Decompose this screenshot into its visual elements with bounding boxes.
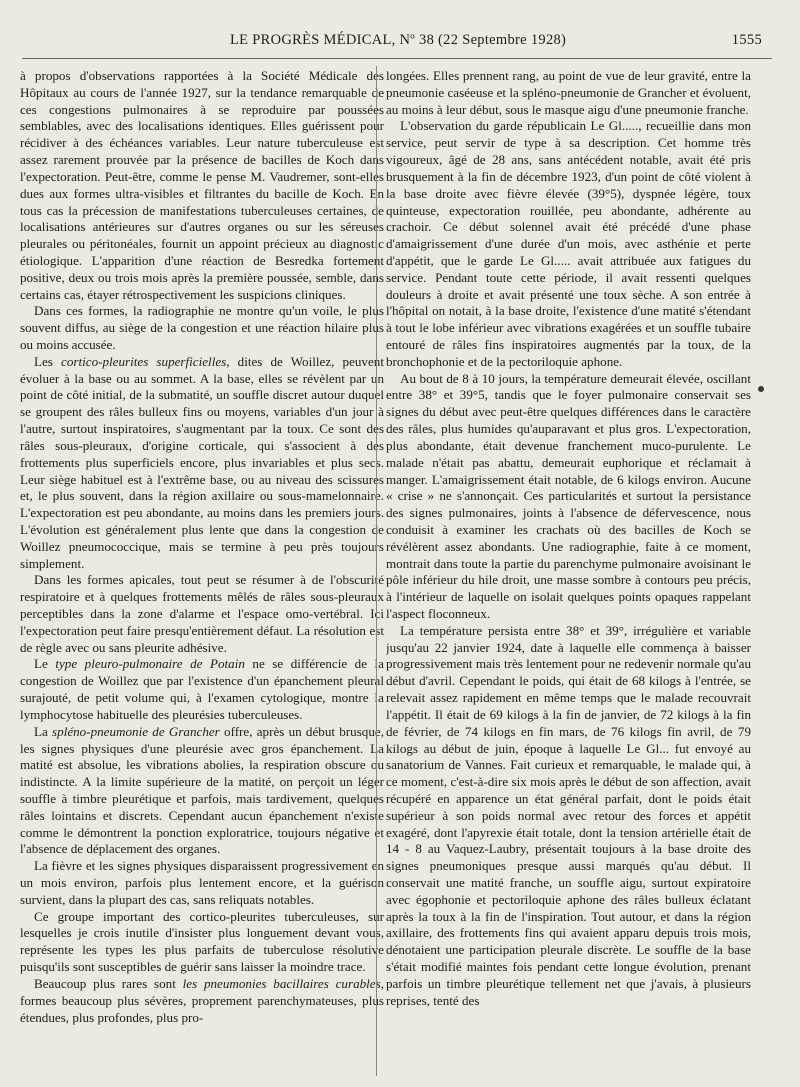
paragraph: longées. Elles prennent rang, au point de vue de leur gravité, entre la pneumonie caséeuse et la spléno-pneumonie de Grancher et évoluent, au moins à leur début, sous le masque aigu d'une pneumonie franche. <box>386 68 751 117</box>
margin-ink-dot <box>758 386 764 392</box>
paragraph: La spléno-pneumonie de Grancher offre, après un début brusque, les signes physiques d'une pleurésie avec gros épanchement. La matité est absolue, les vibrations abolies, la respiration obscure ou indistincte. A la limite supérieure de la matité, on perçoit un léger souffle à timbre pleurétique et parfois, mais tardivement, quelques râles lointains et discrets. Cependant aucun épanchement n'existe comme le démontrent la ponction exploratrice, toujours négative et l'absence de déplacement des organes. <box>20 723 384 857</box>
paragraph: Dans ces formes, la radiographie ne montre qu'un voile, le plus souvent diffus, au siège de la congestion et une réaction hilaire plus ou moins accusée. <box>20 303 384 352</box>
left-column <box>20 68 384 1078</box>
paragraph: Beaucoup plus rares sont les pneumonies bacillaires curables, formes beaucoup plus sévères, proprement parenchymateuses, plus étendues, plus profondes, plus pro- <box>20 975 384 1025</box>
paragraph: Les cortico-pleurites superficielles, dites de Woillez, peuvent évoluer à la base ou au sommet. A la base, elles se révèlent par un point de côté initial, de la submatité, un souffle discret autour duquel se groupent des râles bulleux fins ou moyens, variables d'un jour à l'autre, surtout inspiratoires, s'augmentant par la toux. Ce sont des râles sous-pleuraux, d'origine corticale, qui s'associent à des frottements plus superficiels encore, plus invariables et plus secs. Leur siège habituel est à l'extrême base, ou au niveau des scissures et, le plus souvent, dans la région axillaire ou sous-mamelonnaire. L'expectoration est peu abondante, au moins dans les premiers jours. L'évolution est généralement plus lente que dans la congestion de Woillez pneumococcique, mais se termine à peu près toujours simplement. <box>20 353 384 571</box>
paragraph: à propos d'observations rapportées à la Société Médicale des Hôpitaux au cours de l'année 1927, sur la tendance remarquable de ces congestions pulmonaires à se reproduire par poussées semblables, avec des localisations identiques. Elles guérissent pour récidiver à des échéances variables. Leur nature tuberculeuse est assez rarement prouvée par la présence de bacilles de Koch dans l'expectoration. Peut-être, comme le pense M. Vaudremer, sont-elles dues aux formes ultra-visibles et filtrantes du bacille de Koch. En tous cas la précession de manifestations tuberculeuses certaines, de localisations antérieures sur d'autres organes ou sur les séreuses pleurales ou péritonéales, fournit un appoint précieux au diagnostic étiologique. L'apparition d'une réaction de Besredka fortement positive, deux ou trois mois après la première poussée, semble, dans certains cas, étayer rétrospectivement les suspicions cliniques. <box>20 68 384 302</box>
paragraph: Dans les formes apicales, tout peut se résumer à de l'obscurité respiratoire et à quelques frottements mêlés de râles sous-pleuraux perceptibles dans la zone d'alarme et l'espace omo-vertébral. Ici l'expectoration peut faire presqu'entièrement défaut. La résolution est de règle avec ou sans pleurite adhésive. <box>20 572 384 655</box>
italic-term: spléno-pneumonie de Grancher <box>52 723 220 739</box>
column-divider <box>376 66 377 1076</box>
paragraph: La température persista entre 38° et 39°, irrégulière et variable jusqu'au 22 janvier 1924, date à laquelle elle commença à baisser progressivement mais très lentement pour ne redevenir normale qu'au début d'avril. Cependant le poids, qui était de 68 kilogs à l'entrée, se relevait assez rapidement en même temps que le malade recouvrait l'appétit. Il était de 69 kilogs à la fin de janvier, de 72 kilogs à la fin de février, de 74 kilogs en fin mars, de 76 kilogs fin avril, de 79 kilogs au début de juin, époque à laquelle Le Gl... fut envoyé au sanatorium de Vannes. Fait curieux et remarquable, le malade qui, à ce moment, c'est-à-dire six mois après le début de son affection, avait récupéré en apparence un état général parfait, dont le poids était supérieur à son poids normal avec retour des forces et appétit exagéré, dont l'apyrexie était totale, dont la tension artérielle était de 14 - 8 au Vaquez-Laubry, présentait toujours à la base droite des signes pneumoniques presque aussi marqués qu'au début. Il conservait une matité franche, un souffle aigu, surtout expiratoire avec égophonie et pectoriloquie aphone des râles bulleux éclatant après la toux à la fin de l'inspiration. Tout autour, et dans la région axillaire, des frottements fins qui avaient apparu depuis trois mois, dénotaient une participation pleurale discrète. Le souffle de la base s'était modifié maintes fois pendant cette longue évolution, prenant parfois un timbre pleurétique tellement net que j'avais, à plusieurs reprises, tenté des <box>386 622 751 1008</box>
right-column <box>386 68 751 1078</box>
paragraph: Ce groupe important des cortico-pleurites tuberculeuses, sur lesquelles je crois inutile d'insister plus longuement devant vous, représente les types les plus parfaits de tuberculose résolutive puisqu'ils sont susceptibles de guérir sans laisser la moindre trace. <box>20 908 384 975</box>
page-number: 1555 <box>731 32 762 48</box>
paragraph: Le type pleuro-pulmonaire de Potain ne se différencie de la congestion de Woillez que par l'existence d'un épanchement pleural surajouté, de petit volume qui, à l'examen cytologique, montre la lymphocytose habituelle des pleurésies tuberculeuses. <box>20 656 384 722</box>
italic-term: type pleuro-pulmonaire de Potain <box>55 656 245 672</box>
paragraph: L'observation du garde républicain Le Gl....., recueillie dans mon service, peut servir de type à sa description. Cet homme très vigoureux, âgé de 28 ans, sans antécédent notable, avait été pris brusquement à la fin de décembre 1923, d'un point de côté violent à la base droite avec fièvre élevée (39°5), dyspnée légère, toux quinteuse, expectoration rouillée, peu abondante, adhérente au crachoir. Ce début solennel avait été précédé d'une phase d'amaigrissement d'une durée d'un mois, avec asthénie et perte d'appétit, que le garde Le Gl..... avait attribuée aux fatigues du service. Pendant toute cette période, il avait ressenti quelques douleurs à droite et avait présenté une toux sèche. A son entrée à l'hôpital on notait, à la base droite, l'existence d'une matité s'étendant à tout le lobe inférieur avec vibrations exagérées et un souffle tubaire entouré de râles fins inspiratoires augmentés par la toux, de la bronchophonie et de la pectoriloquie aphone. <box>386 118 751 369</box>
italic-term: les pneumonies bacillaires curables <box>182 975 381 991</box>
page-header <box>0 30 800 52</box>
italic-term: cortico-pleurites superficielles <box>61 353 227 369</box>
paragraph: La fièvre et les signes physiques disparaissent progressivement en un mois environ, parfois plus lentement encore, et la guérison survient, dans la plupart des cas, sans reliquats notables. <box>20 858 384 907</box>
header-rule <box>22 58 772 59</box>
paragraph: Au bout de 8 à 10 jours, la température demeurait élevée, oscillant entre 38° et 39°5, tandis que le foyer pulmonaire conservait ses signes du début avec peut-être quelques différences dans le caractère des râles, plus humides qu'auparavant et plus gros. L'expectoration, plus abondante, était devenue franchement muco-purulente. Le malade n'était pas abattu, demeurait euphorique et réclamait à manger. L'amaigrissement était notable, de 6 kilogs environ. Aucune « crise » ne s'annonçait. Ces particularités et surtout la persistance des signes pulmonaires, joints à l'absence de défervescence, nous conduisit à examiner les crachats où des bacilles de Koch se révélèrent assez abondants. Une radiographie, faite à ce moment, montrait dans toute la partie du parenchyme pulmonaire avoisinant le pôle inférieur du hile droit, une masse sombre à contours peu précis, à l'intérieur de laquelle on isolait quelques points opaques rappelant l'aspect floconneux. <box>386 370 751 621</box>
running-title: LE PROGRÈS MÉDICAL, Nº 38 (22 Septembre 1928) <box>230 32 567 48</box>
